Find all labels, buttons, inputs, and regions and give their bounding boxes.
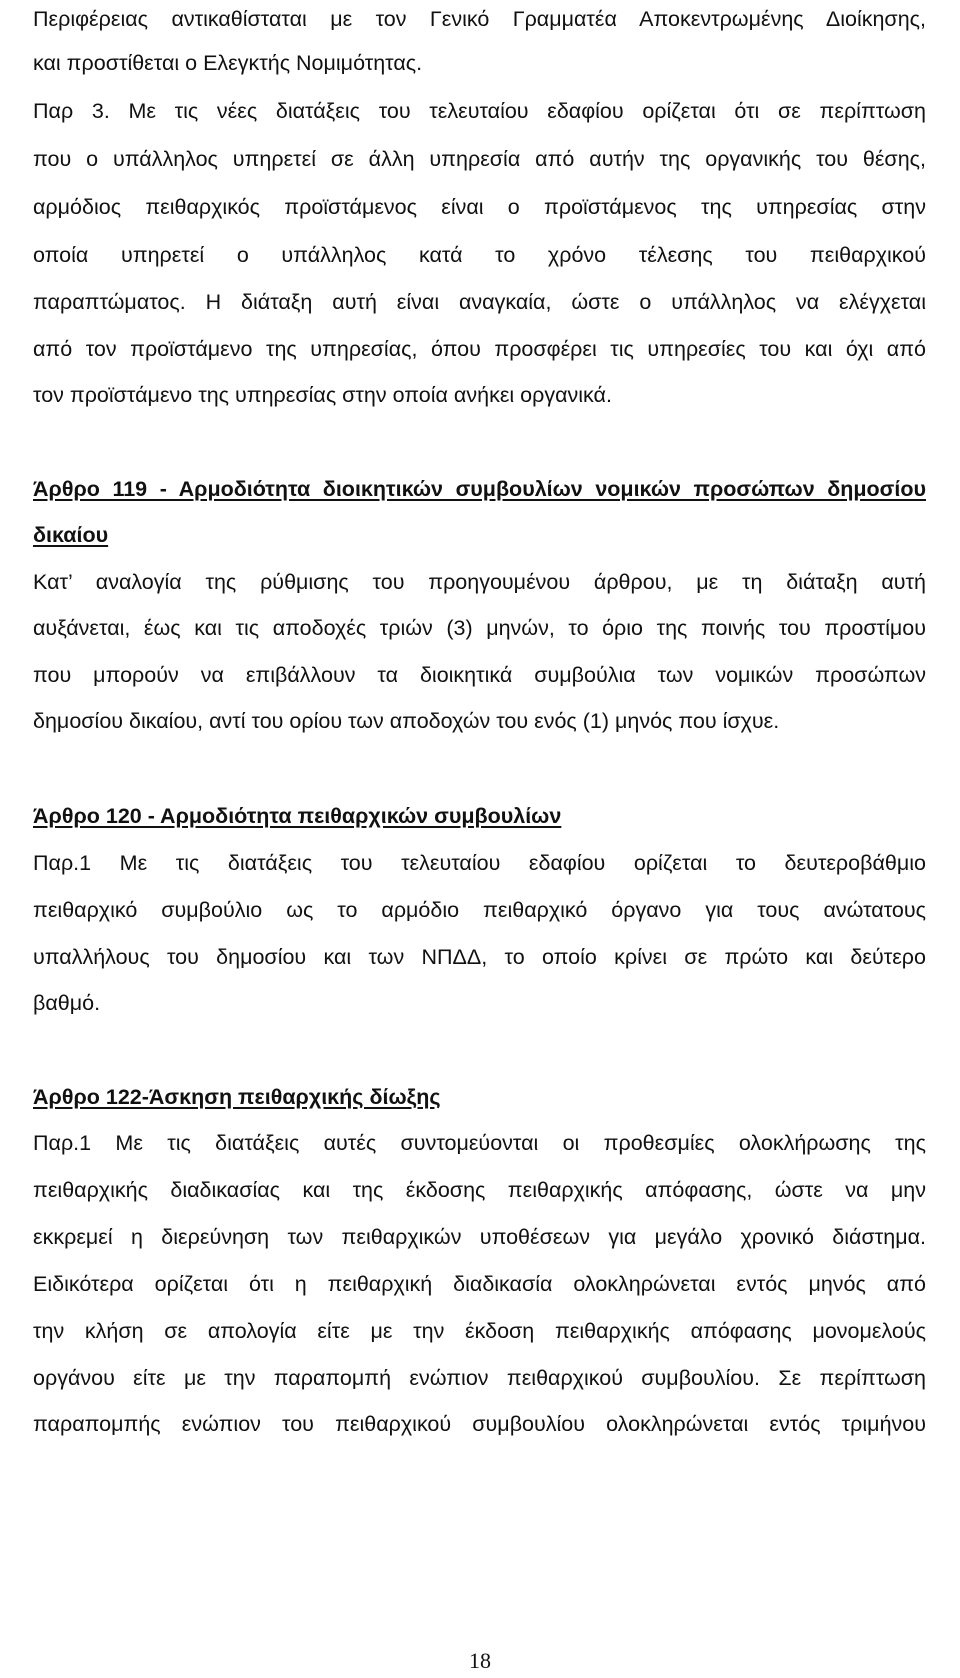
text-line: Κατ’ αναλογία της ρύθμισης του προηγουμένου άρθρου, με τη διάταξη αυτή [33,570,926,594]
text-line: που ο υπάλληλος υπηρετεί σε άλλη υπηρεσία από αυτήν της οργανικής του θέσης, [33,147,926,171]
article-heading: Άρθρο 122-Άσκηση πειθαρχικής δίωξης [33,1085,441,1109]
text-line: εκκρεμεί η διερεύνηση των πειθαρχικών υποθέσεων για μεγάλο χρονικό διάστημα. [33,1225,926,1249]
text-line: παραπτώματος. Η διάταξη αυτή είναι αναγκαία, ώστε ο υπάλληλος να ελέγχεται [33,290,926,314]
text-line: οργάνου είτε με την παραπομπή ενώπιον πειθαρχικού συμβουλίου. Σε περίπτωση [33,1366,926,1390]
text-line: δημοσίου δικαίου, αντί του ορίου των αποδοχών του ενός (1) μηνός που ίσχυε. [33,709,780,733]
text-line: βαθμό. [33,991,101,1015]
page-number: 18 [469,1648,491,1673]
text-line: Παρ.1 Με τις διατάξεις αυτές συντομεύονται οι προθεσμίες ολοκλήρωσης της [33,1131,926,1155]
text-line: παραπομπής ενώπιον του πειθαρχικού συμβουλίου ολοκληρώνεται εντός τριμήνου [33,1412,926,1436]
text-line: πειθαρχικό συμβούλιο ως το αρμόδιο πειθαρχικό όργανο για τους ανώτατους [33,898,926,922]
text-line: Παρ 3. Με τις νέες διατάξεις του τελευταίου εδαφίου ορίζεται ότι σε περίπτωση [33,99,926,123]
text-line: Ειδικότερα ορίζεται ότι η πειθαρχική διαδικασία ολοκληρώνεται εντός μηνός από [33,1272,926,1296]
text-line: αυξάνεται, έως και τις αποδοχές τριών (3) μηνών, το όριο της ποινής του προστίμου [33,616,926,640]
text-line: που μπορούν να επιβάλλουν τα διοικητικά συμβούλια των νομικών προσώπων [33,663,926,687]
text-line: πειθαρχικής διαδικασίας και της έκδοσης πειθαρχικής απόφασης, ώστε να μην [33,1178,926,1202]
text-line: αρμόδιος πειθαρχικός προϊστάμενος είναι ο προϊστάμενος της υπηρεσίας στην [33,195,926,219]
text-line: υπαλλήλους του δημοσίου και των ΝΠΔΔ, το οποίο κρίνει σε πρώτο και δεύτερο [33,945,926,969]
article-heading: Άρθρο 119 - Αρμοδιότητα διοικητικών συμβουλίων νομικών προσώπων δημοσίου [33,477,926,501]
article-heading: Άρθρο 120 - Αρμοδιότητα πειθαρχικών συμβουλίων [33,804,562,828]
text-line: οποία υπηρετεί ο υπάλληλος κατά το χρόνο τέλεσης του πειθαρχικού [33,243,926,267]
article-heading: δικαίου [33,523,109,547]
text-line: και προστίθεται ο Ελεγκτής Νομιμότητας. [33,51,423,75]
text-line: τον προϊστάμενο της υπηρεσίας στην οποία ανήκει οργανικά. [33,383,612,407]
text-line: από τον προϊστάμενο της υπηρεσίας, όπου προσφέρει τις υπηρεσίες του και όχι από [33,337,926,361]
text-line: Περιφέρειας αντικαθίσταται με τον Γενικό Γραμματέα Αποκεντρωμένης Διοίκησης, [33,7,926,31]
text-line: Παρ.1 Με τις διατάξεις του τελευταίου εδαφίου ορίζεται το δευτεροβάθμιο [33,851,926,875]
text-line: την κλήση σε απολογία είτε με την έκδοση πειθαρχικής απόφασης μονομελούς [33,1319,926,1343]
